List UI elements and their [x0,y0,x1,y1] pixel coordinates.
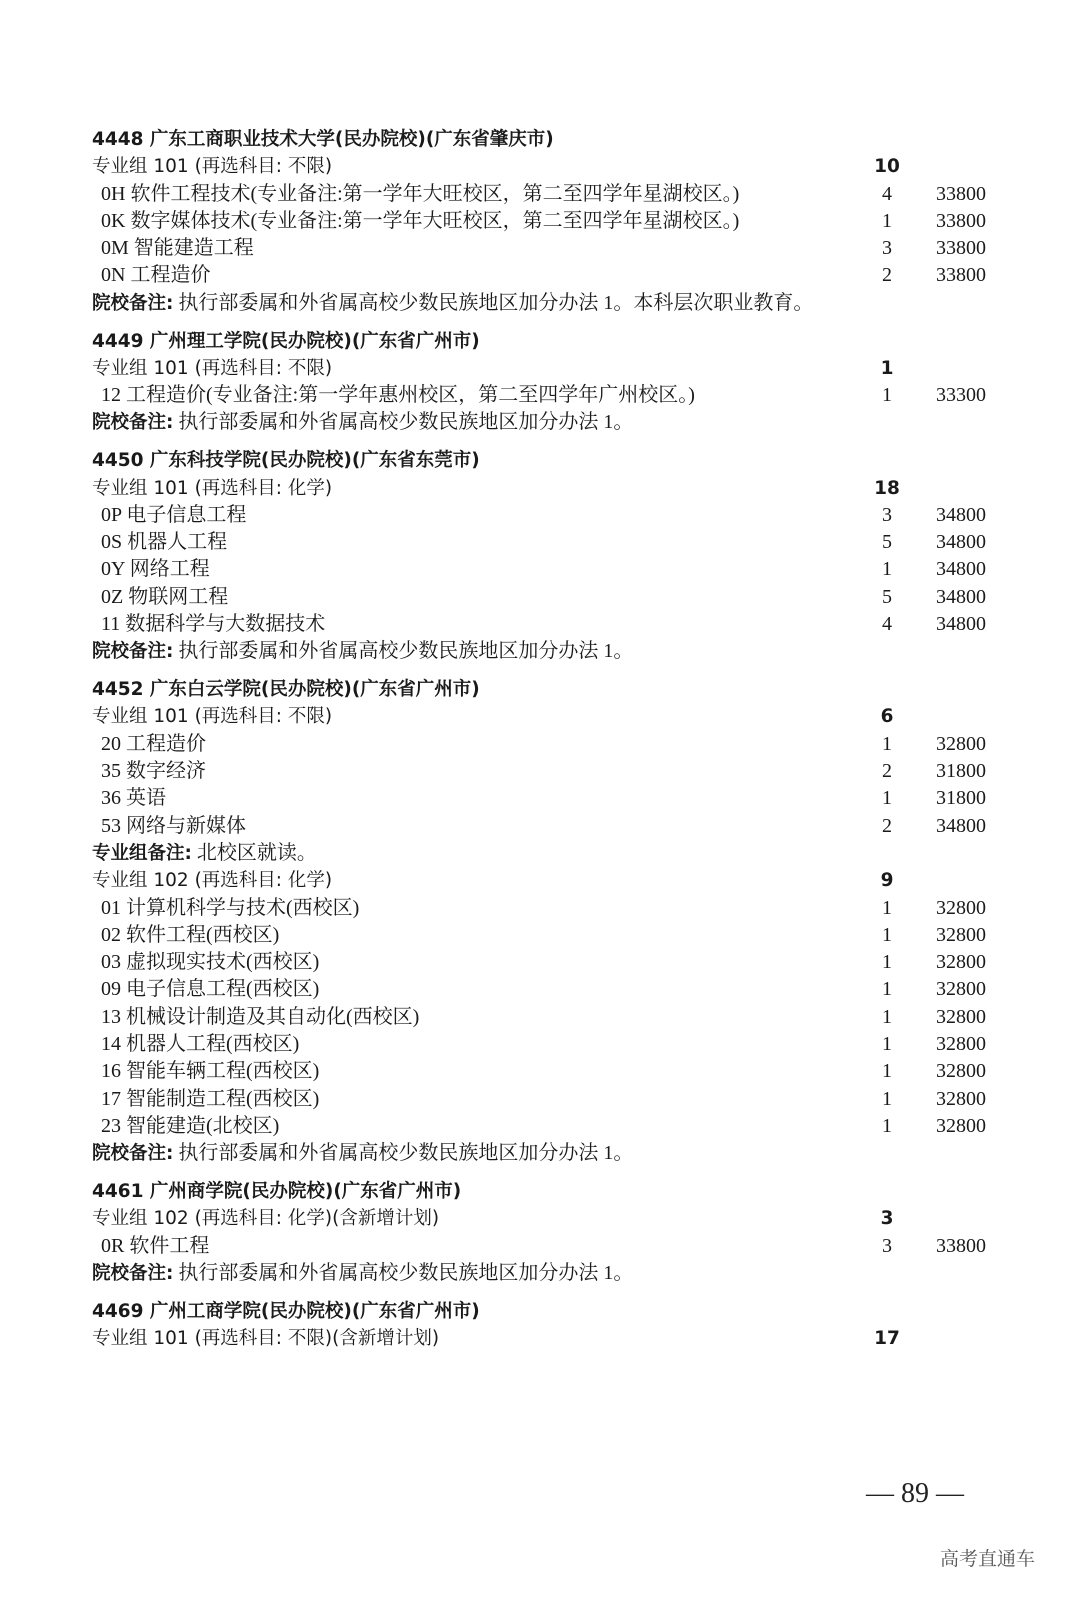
tuition-fee: 33800 [936,237,986,260]
major-group-row [92,1205,992,1232]
tuition-fee: 34800 [936,558,986,581]
remark-label: 专业组备注: [92,842,192,864]
plan-count: 1 [880,357,894,379]
plan-count: 1 [882,923,892,946]
row-title: 专业组 101 (再选科目: 不限)(含新增计划) [92,1327,440,1349]
tuition-fee: 33800 [936,1234,986,1257]
row-title: 专业组 102 (再选科目: 化学)(含新增计划) [92,1208,440,1230]
row-title: 03 虚拟现实技术(西校区) [101,951,320,974]
plan-count: 3 [882,503,892,526]
major-row [92,502,992,529]
tuition-fee: 32800 [936,896,986,919]
remark-label: 院校备注: [92,1262,174,1284]
major-row [92,1031,992,1058]
remark-label: 院校备注: [92,412,174,434]
major-row [92,262,992,289]
row-title: 0S 机器人工程 [101,531,228,554]
row-title: 专业组 102 (再选科目: 化学) [92,870,333,892]
row-title: 4448 广东工商职业技术大学(民办院校)(广东省肇庆市) [92,129,554,150]
row-title: 专业组 101 (再选科目: 不限) [92,156,333,178]
remark-text: 执行部委属和外省属高校少数民族地区加分办法 1。 [173,1261,634,1284]
row-title: 23 智能建造(北校区) [101,1114,280,1137]
row-title: 4450 广东科技学院(民办院校)(广东省东莞市) [92,450,480,472]
major-row [92,922,992,949]
major-row [92,1113,992,1140]
major-row [92,584,992,611]
major-group-row [92,703,992,730]
plan-count: 1 [882,384,892,407]
remark-row [92,409,992,436]
school-header [92,328,992,355]
major-row [92,813,992,840]
plan-count: 17 [874,1327,900,1349]
plan-count: 3 [880,1208,894,1230]
row-title: 01 计算机科学与技术(西校区) [101,896,360,919]
tuition-fee: 33800 [936,182,986,205]
tuition-fee: 32800 [936,951,986,974]
row-title: 0N 工程造价 [101,264,211,287]
plan-count: 4 [882,613,892,636]
tuition-fee: 34800 [936,814,986,837]
plan-count: 5 [882,585,892,608]
plan-count: 5 [882,531,892,554]
plan-count: 1 [882,1060,892,1083]
remark-text: 执行部委属和外省属高校少数民族地区加分办法 1。 [173,640,634,663]
major-row [92,382,992,409]
row-title: 35 数字经济 [101,760,206,783]
row-title: 09 电子信息工程(西校区) [101,978,320,1001]
remark-text: 执行部委属和外省属高校少数民族地区加分办法 1。本科层次职业教育。 [173,291,814,314]
remark-row [92,638,992,665]
major-group-row [92,475,992,502]
major-row [92,758,992,785]
school-header [92,1298,992,1325]
major-group-row [92,1325,992,1352]
school-header [92,126,992,153]
plan-count: 2 [882,814,892,837]
major-row [92,1058,992,1085]
tuition-fee: 32800 [936,732,986,755]
tuition-fee: 34800 [936,613,986,636]
row-title: 0P 电子信息工程 [101,503,247,526]
plan-count: 1 [882,1087,892,1110]
tuition-fee: 32800 [936,923,986,946]
row-title: 0R 软件工程 [101,1234,210,1257]
plan-count: 2 [882,760,892,783]
row-title: 0Y 网络工程 [101,558,210,581]
plan-count: 1 [882,951,892,974]
major-row [92,1086,992,1113]
major-row [92,976,992,1003]
plan-count: 9 [880,870,894,892]
row-title: 专业组 101 (再选科目: 不限) [92,357,333,379]
remark-row [92,840,992,867]
row-title: 0M 智能建造工程 [101,237,254,260]
major-group-row [92,355,992,382]
remark-row [92,1140,992,1167]
major-row [92,895,992,922]
plan-count: 1 [882,1114,892,1137]
remark-row [92,290,992,317]
tuition-fee: 34800 [936,503,986,526]
major-row [92,785,992,812]
major-row [92,235,992,262]
row-title: 4461 广州商学院(民办院校)(广东省广州市) [92,1180,462,1202]
row-title: 36 英语 [101,787,166,810]
tuition-fee: 32800 [936,1005,986,1028]
row-title: 16 智能车辆工程(西校区) [101,1060,320,1083]
page-number: — 89 — [866,1478,964,1509]
school-header [92,676,992,703]
tuition-fee: 32800 [936,1033,986,1055]
plan-count: 3 [882,1234,892,1257]
remark-label: 院校备注: [92,641,174,663]
tuition-fee: 33300 [936,384,986,407]
major-row [92,611,992,638]
major-row [92,556,992,583]
plan-count: 6 [880,706,894,728]
plan-count: 10 [874,156,900,178]
major-group-row [92,867,992,894]
remark-label: 院校备注: [92,292,174,314]
tuition-fee: 31800 [936,760,986,783]
remark-text: 执行部委属和外省属高校少数民族地区加分办法 1。 [173,1142,634,1165]
tuition-fee: 32800 [936,1114,986,1137]
row-title: 4452 广东白云学院(民办院校)(广东省广州市) [92,679,480,701]
tuition-fee: 31800 [936,787,986,810]
plan-count: 18 [874,477,900,499]
row-title: 0Z 物联网工程 [101,585,229,608]
row-title: 14 机器人工程(西校区) [101,1033,300,1055]
watermark: 高考直通车 [940,1548,1036,1570]
plan-count: 1 [882,1005,892,1028]
row-title: 4449 广州理工学院(民办院校)(广东省广州市) [92,330,480,352]
tuition-fee: 32800 [936,978,986,1001]
plan-count: 2 [882,264,892,287]
plan-count: 4 [882,182,892,205]
tuition-fee: 32800 [936,1087,986,1110]
tuition-fee: 34800 [936,585,986,608]
school-header [92,447,992,474]
tuition-fee: 34800 [936,531,986,554]
plan-count: 3 [882,237,892,260]
plan-count: 1 [882,209,892,232]
row-title: 专业组 101 (再选科目: 不限) [92,706,333,728]
plan-count: 1 [882,896,892,919]
major-row [92,731,992,758]
major-group-row [92,153,992,180]
plan-count: 1 [882,787,892,810]
row-title: 0K 数字媒体技术(专业备注:第一学年大旺校区，第二至四学年星湖校区。) [101,209,740,232]
major-row [92,208,992,235]
major-row [92,181,992,208]
row-title: 11 数据科学与大数据技术 [101,613,326,636]
admission-plan-list [92,126,992,1352]
row-title: 20 工程造价 [101,732,206,755]
remark-row [92,1260,992,1287]
plan-count: 1 [882,732,892,755]
row-title: 13 机械设计制造及其自动化(西校区) [101,1005,420,1028]
major-row [92,949,992,976]
major-row [92,1233,992,1260]
row-title: 12 工程造价(专业备注:第一学年惠州校区，第二至四学年广州校区。) [101,384,695,407]
remark-text: 北校区就读。 [191,841,317,864]
row-title: 02 软件工程(西校区) [101,923,280,946]
row-title: 0H 软件工程技术(专业备注:第一学年大旺校区，第二至四学年星湖校区。) [101,182,740,205]
tuition-fee: 33800 [936,209,986,232]
row-title: 4469 广州工商学院(民办院校)(广东省广州市) [92,1300,480,1322]
school-header [92,1178,992,1205]
tuition-fee: 33800 [936,264,986,287]
major-row [92,1004,992,1031]
plan-count: 1 [882,1033,892,1055]
remark-text: 执行部委属和外省属高校少数民族地区加分办法 1。 [173,411,634,434]
plan-count: 1 [882,558,892,581]
row-title: 专业组 101 (再选科目: 化学) [92,477,333,499]
major-row [92,529,992,556]
row-title: 53 网络与新媒体 [101,814,246,837]
row-title: 17 智能制造工程(西校区) [101,1087,320,1110]
remark-label: 院校备注: [92,1143,174,1165]
plan-count: 1 [882,978,892,1001]
tuition-fee: 32800 [936,1060,986,1083]
